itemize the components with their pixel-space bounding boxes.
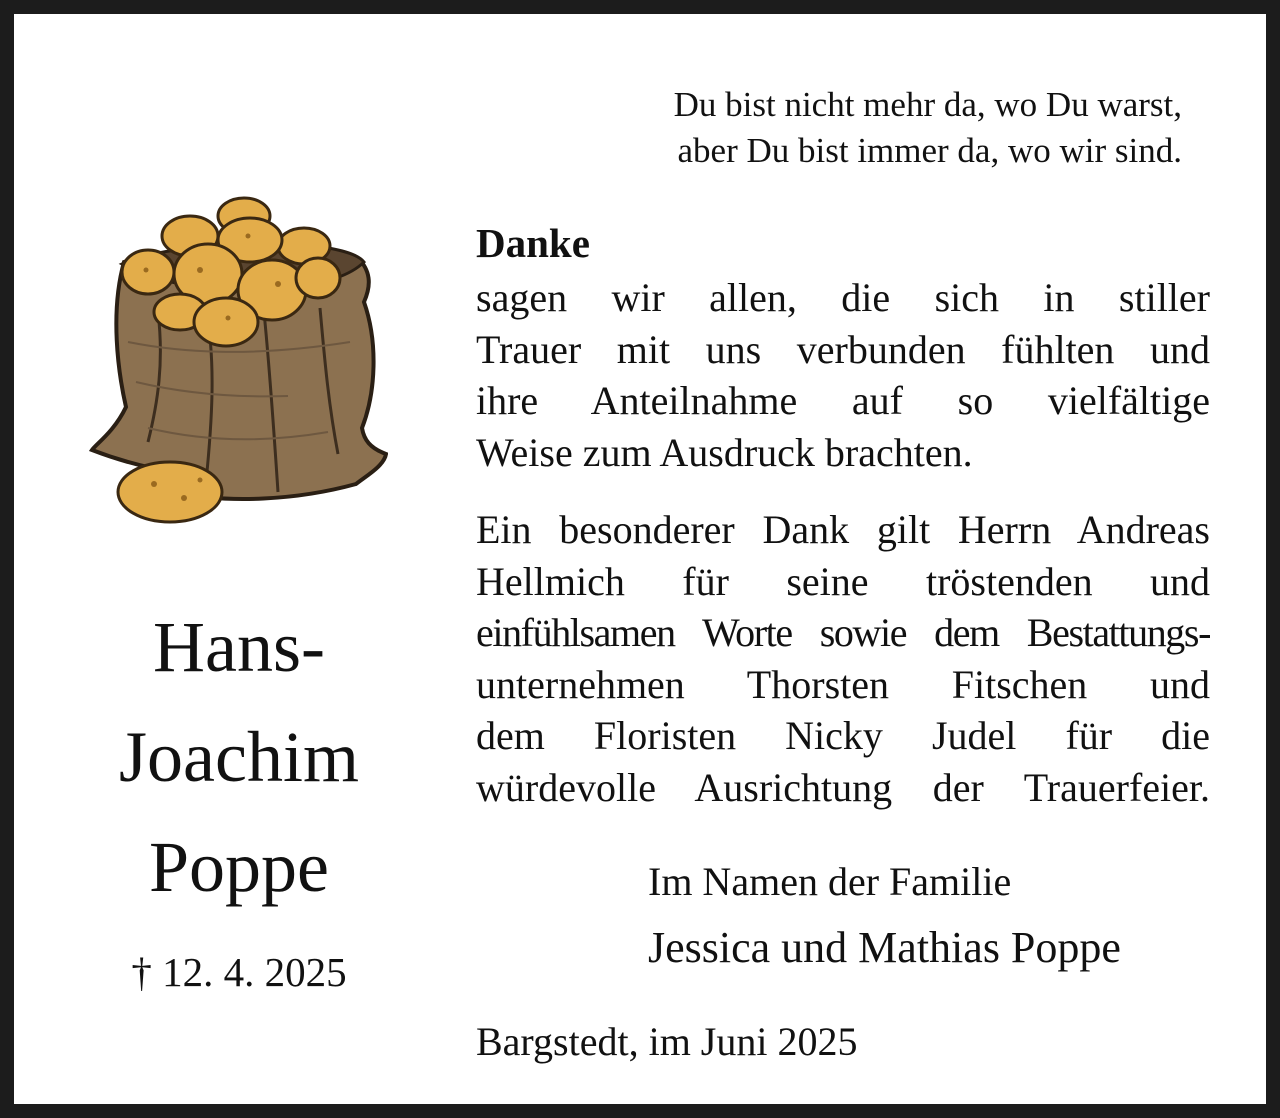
thanks-paragraph-2 [476, 504, 1210, 813]
name-line-3: Poppe [149, 827, 329, 907]
paragraph-line: unternehmen Thorsten Fitschen und [476, 661, 1210, 707]
paragraph-line: Hellmich für seine tröstenden und [476, 558, 1210, 604]
thanks-paragraph-1 [476, 272, 1210, 478]
quote-line-2: aber Du bist immer da, wo wir sind. [677, 131, 1182, 170]
thanks-heading: Danke [476, 220, 590, 266]
death-date: † 12. 4. 2025 [131, 949, 347, 995]
paragraph-line: Weise zum Ausdruck brachten. [476, 429, 973, 475]
place-and-date: Bargstedt, im Juni 2025 [476, 1019, 858, 1064]
name-line-2: Joachim [119, 717, 359, 797]
paragraph-line: sagen wir allen, die sich in stiller [476, 275, 1210, 320]
potato-sack-icon [88, 192, 388, 527]
quote-line-1: Du bist nicht mehr da, wo Du warst, [673, 85, 1182, 124]
deceased-name [74, 592, 404, 922]
paragraph-line: Trauer mit uns verbunden fühlten und [476, 326, 1210, 372]
signature-intro: Im Namen der Familie [648, 859, 1012, 904]
memorial-quote [674, 82, 1182, 174]
paragraph-line: würdevolle Ausrichtung der Trauerfeier. [476, 764, 1210, 810]
signature-names: Jessica und Mathias Poppe [648, 923, 1121, 972]
paragraph-line: einfühlsamen Worte sowie dem Bestattungs- [476, 610, 1210, 655]
paragraph-line: ihre Anteilnahme auf so vielfältige [476, 378, 1210, 423]
name-line-1: Hans- [153, 607, 325, 687]
paragraph-line: Ein besonderer Dank gilt Herrn Andreas [476, 507, 1210, 552]
paragraph-line: dem Floristen Nicky Judel für die [476, 713, 1210, 758]
